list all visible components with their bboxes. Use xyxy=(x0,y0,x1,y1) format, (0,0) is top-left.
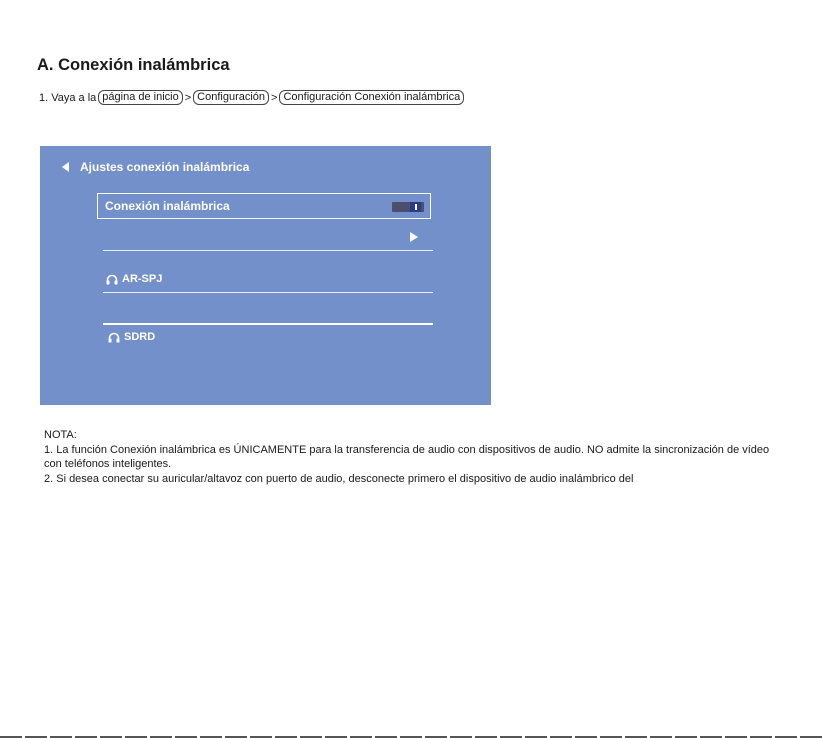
note-item-2: 2. Si desea conectar su auricular/altavoz con puerto de audio, desconecte primero el dispositivo de audio inalámbrico del xyxy=(44,472,634,485)
divider xyxy=(103,250,433,251)
path-home-page: página de inicio xyxy=(98,90,182,105)
wireless-connection-row[interactable] xyxy=(97,193,431,219)
path-wireless-settings: Configuración Conexión inalámbrica xyxy=(279,90,464,105)
toggle-knob xyxy=(410,202,421,212)
note-heading: NOTA: xyxy=(44,429,77,441)
device-item-sdrd[interactable] xyxy=(108,331,155,343)
note-item-1: 1. La función Conexión inalámbrica es ÚNICAMENTE para la transferencia de audio con dispositivos de audio. NO admite la sincronización de vídeo con teléfonos inteligentes. xyxy=(44,443,770,470)
device-name: AR-SPJ xyxy=(122,273,163,285)
path-separator: > xyxy=(271,91,278,104)
back-triangle-icon[interactable] xyxy=(62,162,69,172)
step-1-instruction xyxy=(39,90,464,105)
device-name: SDRD xyxy=(124,331,156,343)
wireless-toggle-switch[interactable] xyxy=(392,202,424,212)
screen-header[interactable] xyxy=(62,160,249,174)
section-title: A. Conexión inalámbrica xyxy=(37,56,230,74)
device-item-ar-spj[interactable] xyxy=(106,273,162,285)
note-block xyxy=(44,428,784,486)
path-separator: > xyxy=(184,91,192,104)
step-1-prefix: 1. Vaya a la xyxy=(39,91,97,104)
path-settings: Configuración xyxy=(193,90,269,105)
wireless-settings-screen xyxy=(40,146,491,405)
headphones-icon xyxy=(108,332,120,343)
selected-divider xyxy=(103,323,433,325)
screen-header-title: Ajustes conexión inalámbrica xyxy=(80,160,250,174)
divider xyxy=(103,292,433,293)
headphones-icon xyxy=(106,274,118,285)
wireless-connection-label: Conexión inalámbrica xyxy=(105,199,230,213)
forward-triangle-icon[interactable] xyxy=(410,232,418,242)
